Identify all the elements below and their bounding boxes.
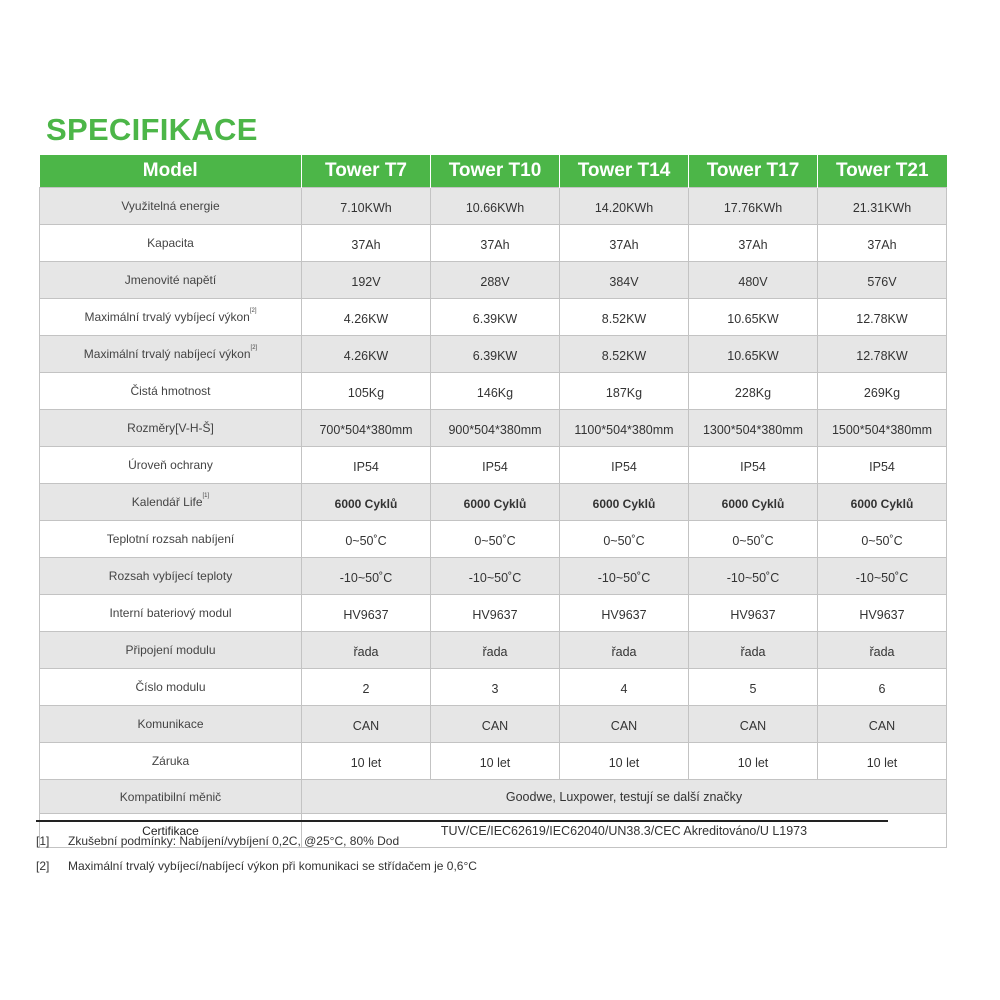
row-label <box>40 188 302 225</box>
value-cell: IP54 <box>431 447 560 484</box>
value-cell: 17.76KWh <box>689 188 818 225</box>
value-cell: IP54 <box>302 447 431 484</box>
table-row <box>40 484 947 521</box>
footnote-1 <box>36 834 399 848</box>
value-cell: CAN <box>689 706 818 743</box>
value-cell: 12.78KW <box>818 336 947 373</box>
value-cell: 21.31KWh <box>818 188 947 225</box>
value-cell: 192V <box>302 262 431 299</box>
row-label-text: Čistá hmotnost <box>130 384 211 398</box>
cert-label: Certifikace <box>40 814 302 848</box>
footnote-2 <box>36 859 477 873</box>
value-cell: 187Kg <box>560 373 689 410</box>
header-cell-t14: Tower T14 <box>560 155 689 188</box>
table-row <box>40 447 947 484</box>
value-cell: 5 <box>689 669 818 706</box>
table-row <box>40 632 947 669</box>
value-cell: 37Ah <box>302 225 431 262</box>
value-cell: 10 let <box>818 743 947 780</box>
table-row <box>40 410 947 447</box>
row-label-text: Rozsah vybíjecí teploty <box>108 569 233 583</box>
table-row <box>40 373 947 410</box>
value-cell: 10 let <box>560 743 689 780</box>
value-cell: CAN <box>302 706 431 743</box>
value-cell: 0~50˚C <box>560 521 689 558</box>
row-label <box>40 373 302 410</box>
value-cell: CAN <box>818 706 947 743</box>
row-label <box>40 484 302 521</box>
value-cell: 37Ah <box>818 225 947 262</box>
row-label-text: Jmenovité napětí <box>124 273 217 287</box>
value-cell: HV9637 <box>689 595 818 632</box>
footnote-number: [2] <box>36 859 50 873</box>
row-label <box>40 706 302 743</box>
table-row <box>40 225 947 262</box>
row-label-text: Komunikace <box>137 717 204 731</box>
value-cell: řada <box>818 632 947 669</box>
value-cell: 480V <box>689 262 818 299</box>
table-row <box>40 558 947 595</box>
value-cell: 10 let <box>431 743 560 780</box>
table-row <box>40 262 947 299</box>
value-cell: 7.10KWh <box>302 188 431 225</box>
row-label <box>40 410 302 447</box>
footnote-text: Maximální trvalý vybíjecí/nabíjecí výkon při komunikaci se střídačem je 0,6°C <box>68 859 477 873</box>
value-cell: 6000 Cyklů <box>302 484 431 521</box>
row-label <box>40 447 302 484</box>
value-cell: 6000 Cyklů <box>431 484 560 521</box>
row-label-text: Kalendář Life <box>131 495 203 509</box>
value-cell: 6 <box>818 669 947 706</box>
value-cell: 0~50˚C <box>302 521 431 558</box>
table-row <box>40 706 947 743</box>
value-cell: 4.26KW <box>302 336 431 373</box>
row-label-text: Připojení modulu <box>125 643 216 657</box>
value-cell: 10.66KWh <box>431 188 560 225</box>
value-cell: IP54 <box>818 447 947 484</box>
header-cell-model: Model <box>40 155 302 188</box>
value-cell: 10.65KW <box>689 299 818 336</box>
value-cell: 1500*504*380mm <box>818 410 947 447</box>
table-row <box>40 595 947 632</box>
value-cell: 105Kg <box>302 373 431 410</box>
row-label <box>40 225 302 262</box>
value-cell: 10.65KW <box>689 336 818 373</box>
value-cell: 0~50˚C <box>818 521 947 558</box>
value-cell: 14.20KWh <box>560 188 689 225</box>
value-cell: -10~50˚C <box>818 558 947 595</box>
header-cell-t17: Tower T17 <box>689 155 818 188</box>
value-cell: HV9637 <box>431 595 560 632</box>
row-label <box>40 262 302 299</box>
value-cell: 10 let <box>302 743 431 780</box>
value-cell: -10~50˚C <box>689 558 818 595</box>
value-cell: 2 <box>302 669 431 706</box>
table-row <box>40 743 947 780</box>
value-cell: -10~50˚C <box>431 558 560 595</box>
footnote-number: [1] <box>36 834 50 848</box>
page-title: SPECIFIKACE <box>46 112 258 147</box>
value-cell: 228Kg <box>689 373 818 410</box>
table-row <box>40 336 947 373</box>
row-label-text: Interní bateriový modul <box>109 606 232 620</box>
value-cell: 700*504*380mm <box>302 410 431 447</box>
value-cell: 6000 Cyklů <box>689 484 818 521</box>
compat-row <box>40 780 947 814</box>
row-label <box>40 743 302 780</box>
header-cell-t10: Tower T10 <box>431 155 560 188</box>
row-label-text: Rozměry[V-H-Š] <box>127 421 214 435</box>
footnote-ref: [1] <box>202 493 210 499</box>
value-cell: 10 let <box>689 743 818 780</box>
value-cell: 8.52KW <box>560 299 689 336</box>
value-cell: HV9637 <box>560 595 689 632</box>
table-row <box>40 669 947 706</box>
value-cell: HV9637 <box>818 595 947 632</box>
row-label <box>40 558 302 595</box>
value-cell: IP54 <box>689 447 818 484</box>
value-cell: 6.39KW <box>431 336 560 373</box>
value-cell: 4 <box>560 669 689 706</box>
cert-value: TUV/CE/IEC62619/IEC62040/UN38.3/CEC Akreditováno/U L1973 <box>302 814 947 848</box>
footnote-text: Zkušební podmínky: Nabíjení/vybíjení 0,2C, @25°C, 80% Dod <box>68 834 400 848</box>
footnote-divider <box>36 820 888 822</box>
value-cell: řada <box>689 632 818 669</box>
value-cell: 1100*504*380mm <box>560 410 689 447</box>
table-row <box>40 299 947 336</box>
value-cell: 576V <box>818 262 947 299</box>
value-cell: řada <box>431 632 560 669</box>
row-label <box>40 521 302 558</box>
value-cell: HV9637 <box>302 595 431 632</box>
row-label-text: Úroveň ochrany <box>128 458 213 472</box>
value-cell: 12.78KW <box>818 299 947 336</box>
row-label <box>40 595 302 632</box>
value-cell: 269Kg <box>818 373 947 410</box>
value-cell: 384V <box>560 262 689 299</box>
row-label-text: Využitelná energie <box>121 199 220 213</box>
value-cell: 1300*504*380mm <box>689 410 818 447</box>
value-cell: 4.26KW <box>302 299 431 336</box>
value-cell: -10~50˚C <box>560 558 689 595</box>
row-label <box>40 299 302 336</box>
value-cell: řada <box>302 632 431 669</box>
value-cell: řada <box>560 632 689 669</box>
compat-value: Goodwe, Luxpower, testují se další značky <box>302 780 947 814</box>
row-label-text: Teplotní rozsah nabíjení <box>106 532 235 546</box>
row-label-text: Záruka <box>151 754 190 768</box>
compat-label: Kompatibilní měnič <box>40 780 302 814</box>
header-cell-t21: Tower T21 <box>818 155 947 188</box>
spec-table <box>39 155 947 848</box>
value-cell: 37Ah <box>560 225 689 262</box>
header-cell-t7: Tower T7 <box>302 155 431 188</box>
row-label <box>40 336 302 373</box>
value-cell: 0~50˚C <box>431 521 560 558</box>
table-row <box>40 521 947 558</box>
value-cell: CAN <box>431 706 560 743</box>
value-cell: -10~50˚C <box>302 558 431 595</box>
row-label-text: Kapacita <box>147 236 194 250</box>
value-cell: 8.52KW <box>560 336 689 373</box>
value-cell: 6000 Cyklů <box>560 484 689 521</box>
value-cell: 3 <box>431 669 560 706</box>
value-cell: IP54 <box>560 447 689 484</box>
value-cell: 6000 Cyklů <box>818 484 947 521</box>
value-cell: 0~50˚C <box>689 521 818 558</box>
value-cell: 146Kg <box>431 373 560 410</box>
value-cell: 6.39KW <box>431 299 560 336</box>
value-cell: CAN <box>560 706 689 743</box>
value-cell: 288V <box>431 262 560 299</box>
value-cell: 37Ah <box>431 225 560 262</box>
row-label <box>40 669 302 706</box>
table-header-row <box>40 155 947 188</box>
value-cell: 900*504*380mm <box>431 410 560 447</box>
row-label <box>40 632 302 669</box>
table-row <box>40 188 947 225</box>
row-label-text: Maximální trvalý nabíjecí výkon <box>83 347 251 361</box>
footnote-ref: [2] <box>249 308 257 314</box>
row-label-text: Maximální trvalý vybíjecí výkon <box>84 310 250 324</box>
value-cell: 37Ah <box>689 225 818 262</box>
row-label-text: Číslo modulu <box>135 680 206 694</box>
footnote-ref: [2] <box>250 345 258 351</box>
